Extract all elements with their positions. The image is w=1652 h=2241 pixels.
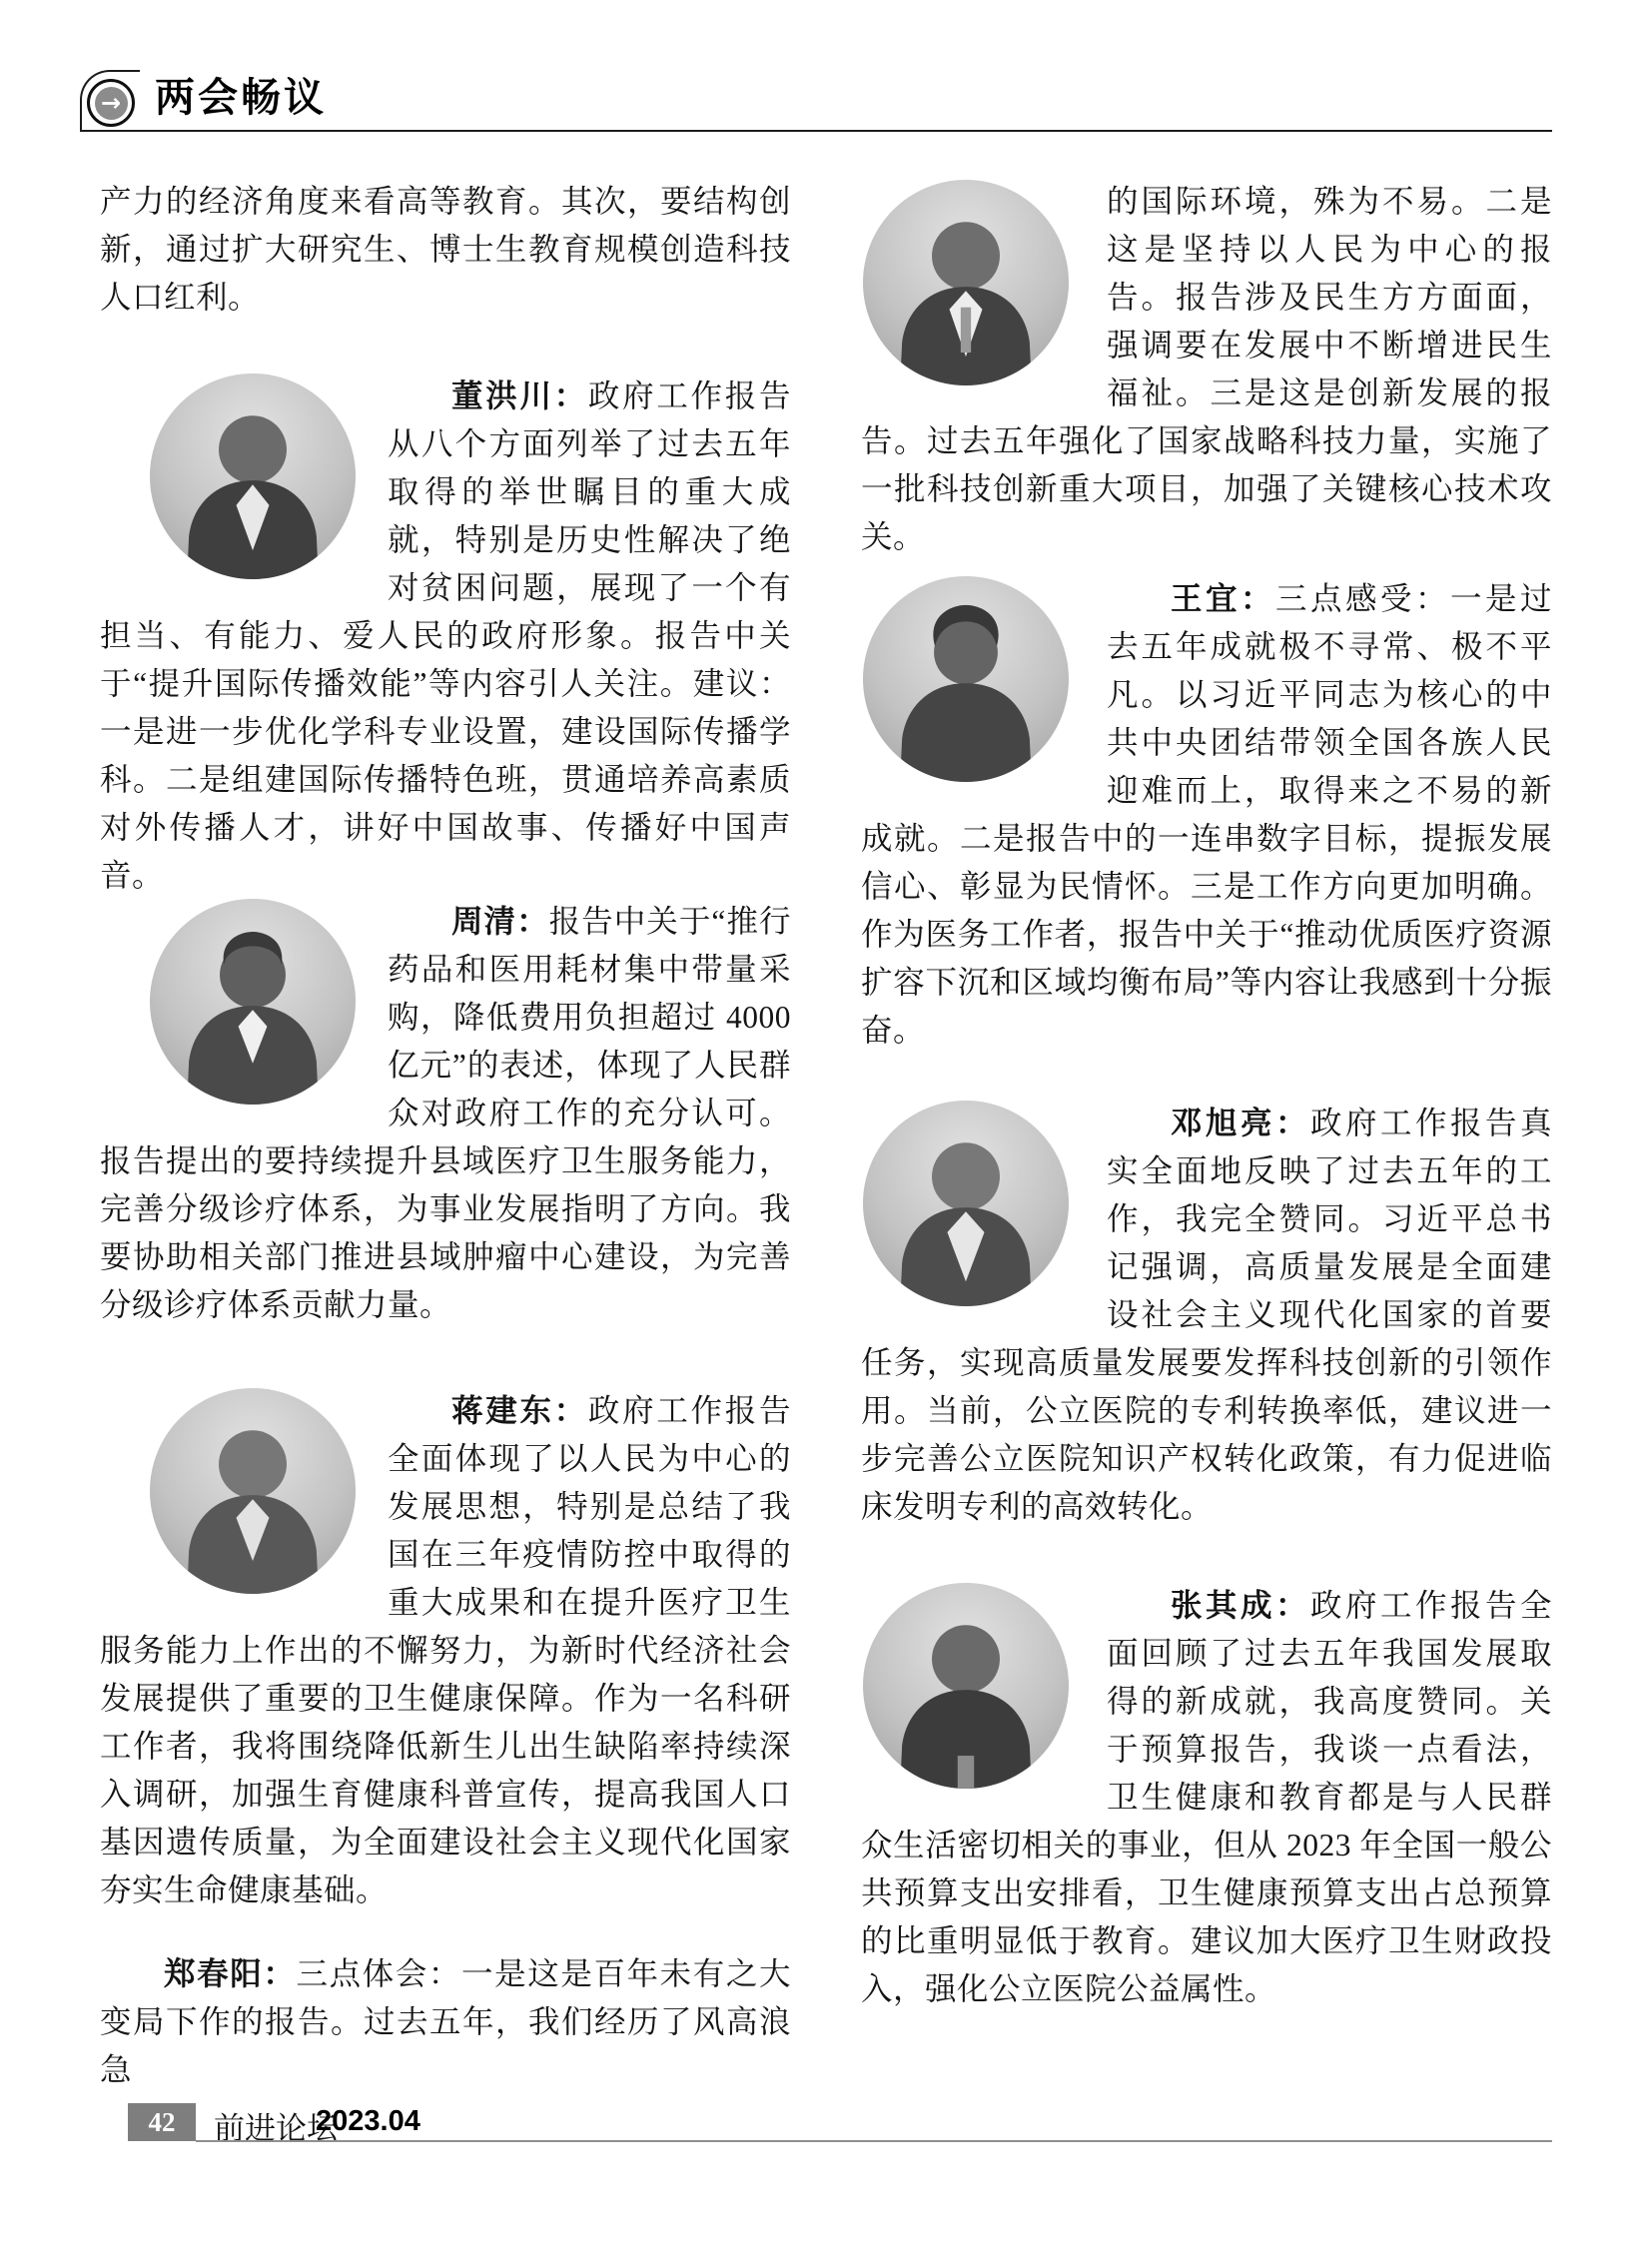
section-title: 两会畅议 [155, 76, 327, 120]
portrait-photo-jiang-jiandong [150, 1388, 356, 1594]
speaker-remarks: 政府工作报告全面体现了以人民为中心的发展思想，特别是总结了我国在三年疫情防控中取得的重大成果和在提升医疗卫生服务能力上作出的不懈努力，为新时代经济社会发展提供了重要的卫生健康保障。作为一名科研工作者，我将围绕降低新生儿出生缺陷率持续深入调研，加强生育健康科普宣传，提高我国人口基因遗传质量，为全面建设社会主义现代化国家夯实生命健康基础。 [100, 1393, 791, 1907]
portrait-photo-deng-xuliang [863, 1101, 1069, 1306]
portrait-silhouette [150, 374, 356, 579]
speaker-remarks: 报告中关于“推行药品和医用耗材集中带量采购，降低费用负担超过 4000 亿元”的表述，体现了人民群众对政府工作的充分认可。报告提出的要持续提升县域医疗卫生服务能力，完善分级诊疗体系，为事业发展指明了方向。我要协助相关部门推进县域肿瘤中心建设，为完善分级诊疗体系贡献力量。 [100, 904, 791, 1322]
speaker-section-wang-yi [861, 574, 1552, 1055]
speaker-name: 郑春阳： [164, 1955, 297, 1991]
portrait-photo-dong-hongchuan [150, 374, 356, 579]
speaker-section-zhou-qing [100, 897, 791, 1329]
intro-paragraph-block [100, 178, 791, 322]
portrait-photo-wang-yi [863, 576, 1069, 782]
portrait-photo-zheng-chunyang [863, 180, 1069, 385]
portrait-silhouette [863, 1583, 1069, 1789]
closing-paragraph [100, 1949, 791, 2094]
speaker-name: 张其成： [1171, 1587, 1310, 1623]
speaker-name: 王宜： [1171, 580, 1275, 616]
right-column [861, 0, 1552, 2241]
continuation-section-zheng-chunyang [861, 178, 1552, 561]
portrait-silhouette [863, 180, 1069, 385]
speaker-section-dong-hongchuan [100, 372, 791, 900]
issue-date: 2023.04 [316, 2105, 420, 2137]
speaker-remarks: 政府工作报告真实全面地反映了过去五年的工作，我完全赞同。习近平总书记强调，高质量发展是全面建设社会主义现代化国家的首要任务，实现高质量发展要发挥科技创新的引领作用。当前，公立医院的专利转换率低，建议进一步完善公立医院知识产权转化政策，有力促进临床发明专利的高效转化。 [861, 1106, 1552, 1524]
speaker-remarks: 三点感受：一是过去五年成就极不寻常、极不平凡。以习近平同志为核心的中共中央团结带领全国各族人民迎难而上，取得来之不易的新成就。二是报告中的一连串数字目标，提振发展信心、彰显为民情怀。三是工作方向更加明确。作为医务工作者，报告中关于“推动优质医疗资源扩容下沉和区域均衡布局”等内容让我感到十分振奋。 [861, 581, 1552, 1048]
portrait-silhouette [863, 1101, 1069, 1306]
speaker-remarks: 的国际环境，殊为不易。二是这是坚持以人民为中心的报告。报告涉及民生方方面面，强调要在发展中不断增进民生福祉。三是这是创新发展的报告。过去五年强化了国家战略科技力量，实施了一批科技创新重大项目，加强了关键核心技术攻关。 [861, 184, 1552, 554]
speaker-remarks: 政府工作报告全面回顾了过去五年我国发展取得的新成就，我高度赞同。关于预算报告，我谈一点看法，卫生健康和教育都是与人民群众生活密切相关的事业，但从 2023 年全国一般公共预算支出安排看，卫生健康预算支出占总预算的比重明显低于教育。建议加大医疗卫生财政投入，强化公立医院公益属性。 [861, 1588, 1552, 2006]
closing-paragraph-block [100, 1949, 791, 2094]
portrait-photo-zhou-qing [150, 899, 356, 1105]
speaker-remarks: 三点体会：一是这是百年未有之大变局下作的报告。过去五年，我们经历了风高浪急 [100, 1956, 791, 2087]
speaker-section-jiang-jiandong [100, 1386, 791, 1914]
footer-rule [196, 2140, 1552, 2142]
speaker-name: 周清： [451, 903, 549, 939]
portrait-silhouette [150, 899, 356, 1105]
speaker-name: 蒋建东： [451, 1392, 588, 1428]
portrait-silhouette [863, 576, 1069, 782]
page-number-badge: 42 [128, 2103, 196, 2141]
journal-title: 前进论坛 [214, 2111, 338, 2146]
left-column [100, 0, 791, 2241]
intro-paragraph: 产力的经济角度来看高等教育。其次，要结构创新，通过扩大研究生、博士生教育规模创造科技人口红利。 [100, 184, 791, 315]
speaker-section-deng-xuliang [861, 1099, 1552, 1531]
portrait-silhouette [150, 1388, 356, 1594]
speaker-section-zhang-qicheng [861, 1581, 1552, 2013]
speaker-name: 邓旭亮： [1171, 1105, 1310, 1140]
portrait-photo-zhang-qicheng [863, 1583, 1069, 1789]
arrow-right-glyph: → [95, 87, 128, 120]
speaker-remarks: 政府工作报告从八个方面列举了过去五年取得的举世瞩目的重大成就，特别是历史性解决了绝对贫困问题，展现了一个有担当、有能力、爱人民的政府形象。报告中关于“提升国际传播效能”等内容引人关注。建议：一是进一步优化学科专业设置，建设国际传播学科。二是组建国际传播特色班，贯通培养高素质对外传播人才，讲好中国故事、传播好中国声音。 [100, 378, 791, 893]
speaker-name: 董洪川： [451, 377, 588, 413]
